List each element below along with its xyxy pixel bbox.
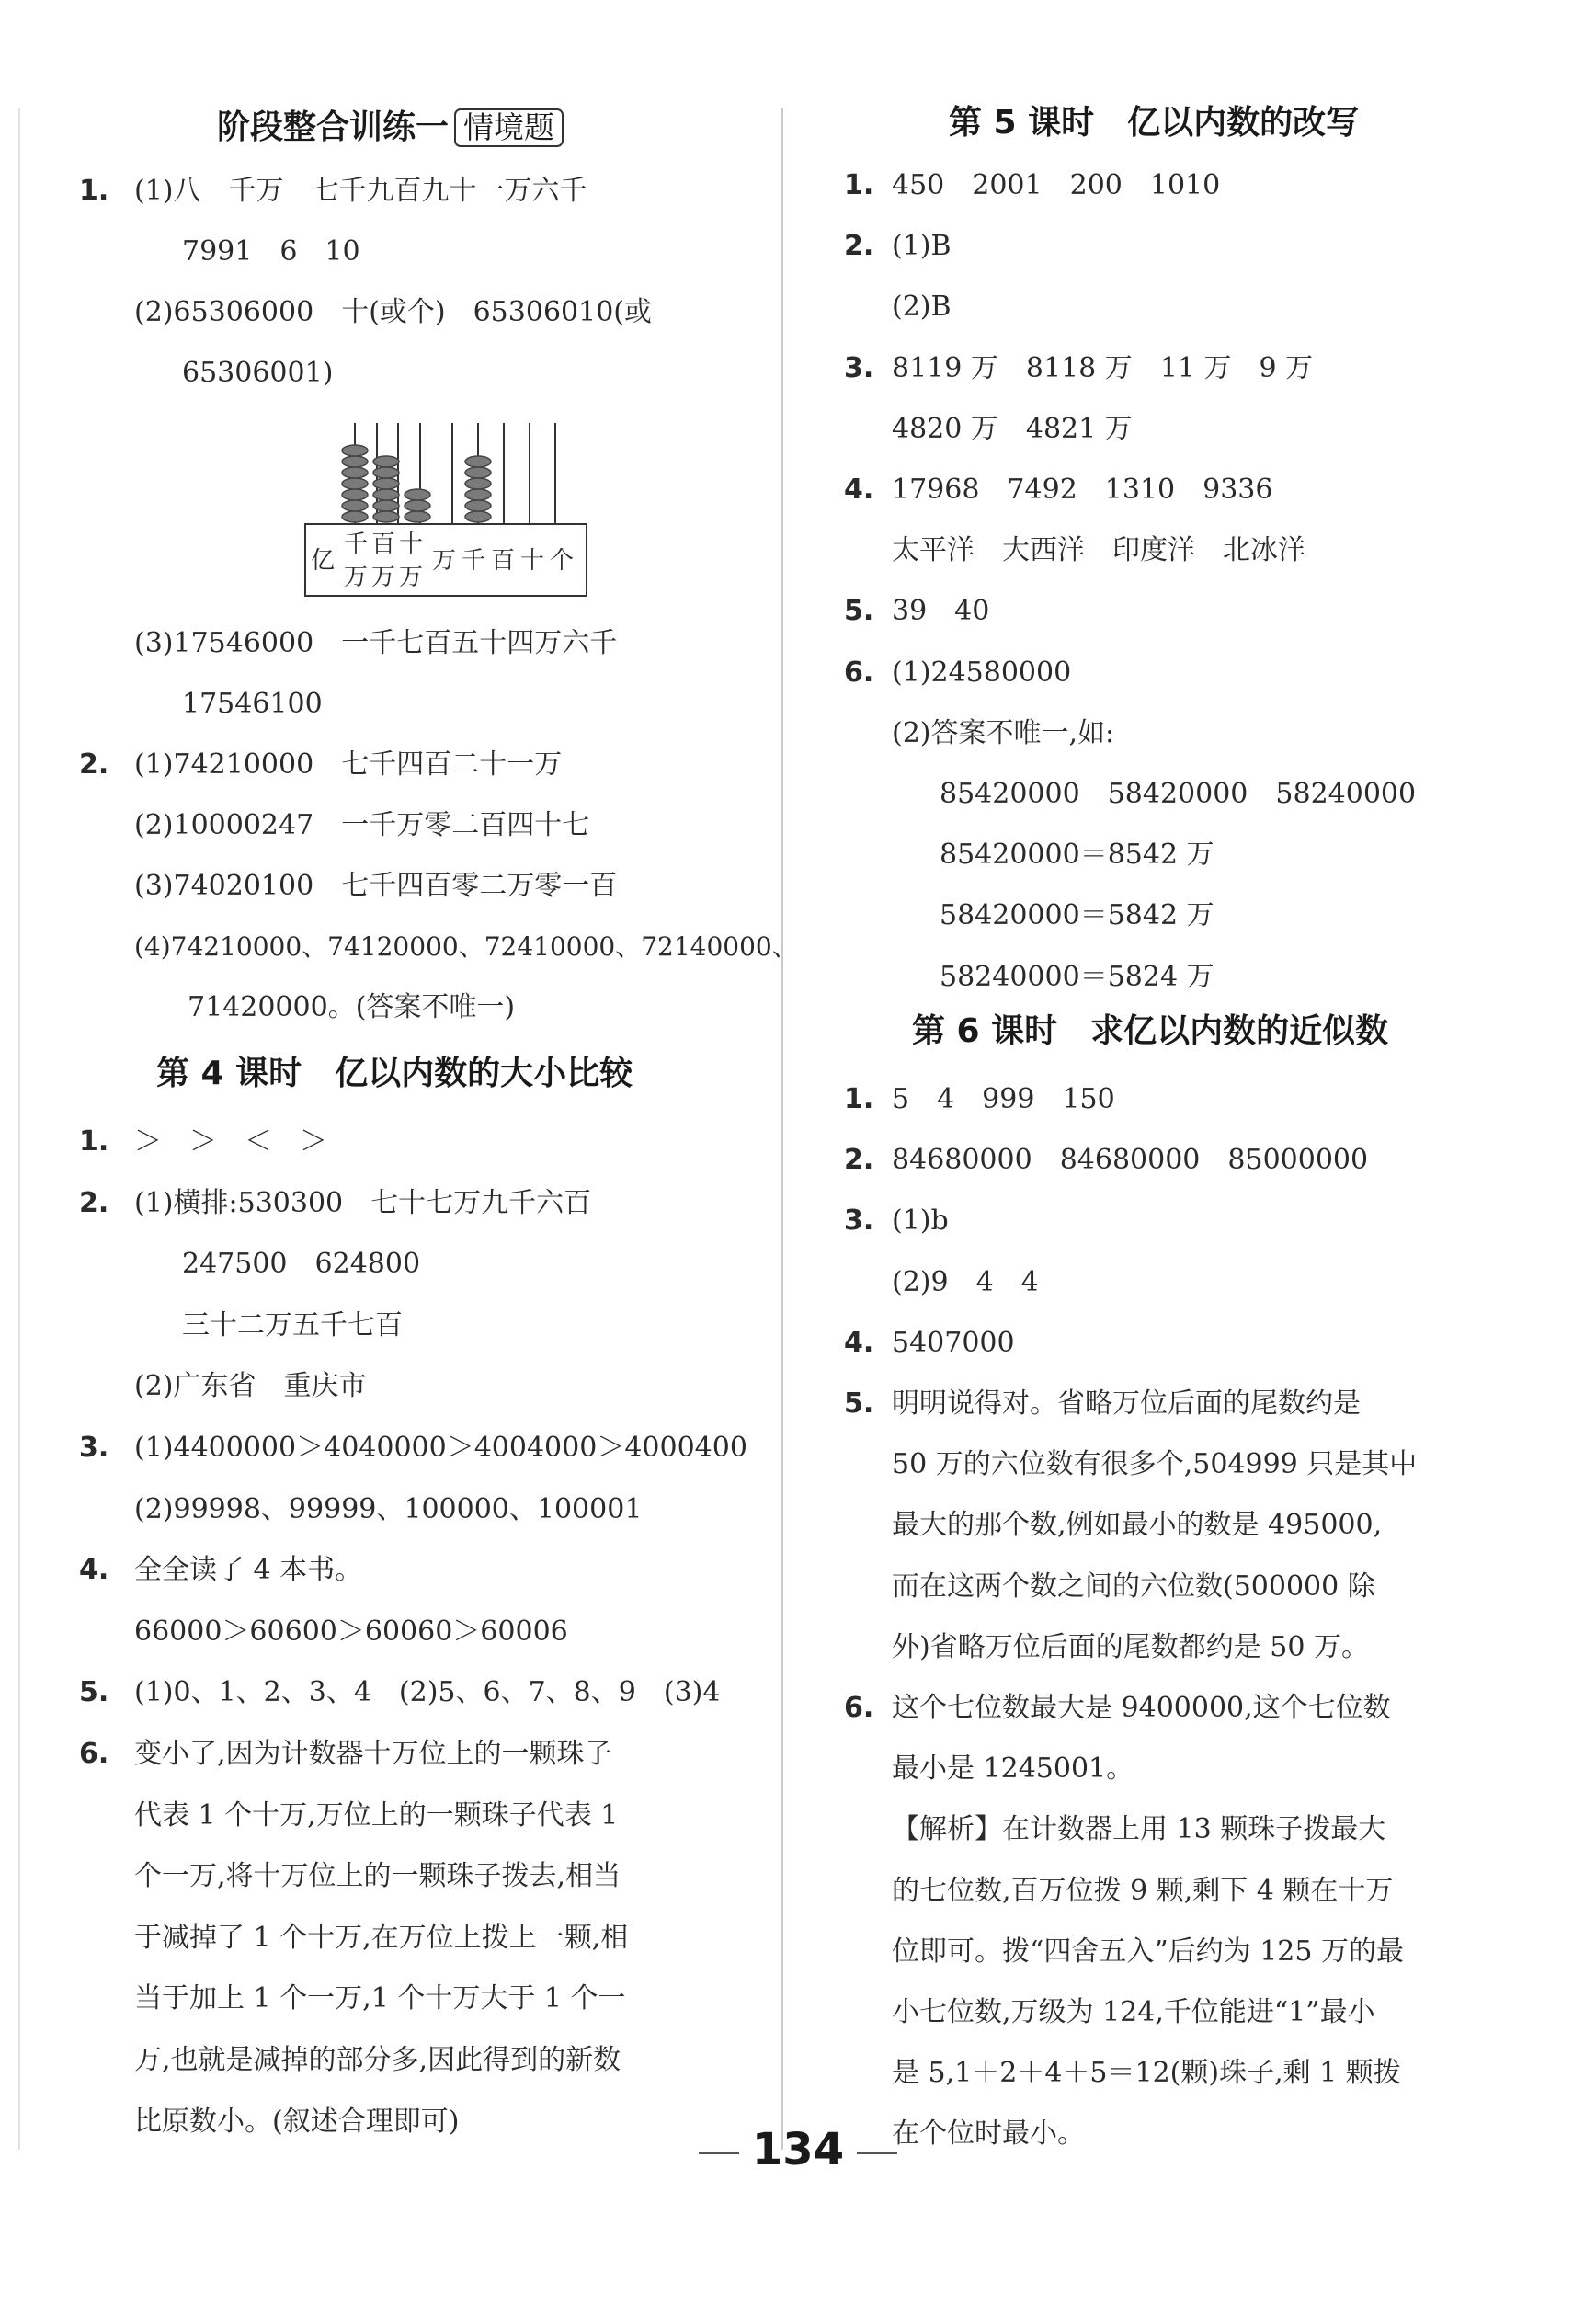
- answer-line: 66000＞60600＞60060＞60006: [134, 1615, 568, 1648]
- answer-line: 5407000: [892, 1326, 1015, 1359]
- answer-line: (1)74210000 七千四百二十一万: [134, 748, 563, 781]
- answer-line: 71420000。(答案不唯一): [188, 991, 516, 1023]
- answer-line: 代表 1 个十万,万位上的一颗珠子代表 1: [134, 1798, 619, 1832]
- answer-line: 8119 万 8118 万 11 万 9 万: [892, 351, 1314, 384]
- answer-line: 而在这两个数之间的六位数(500000 除: [892, 1570, 1375, 1603]
- answer-line: (1)B: [892, 230, 952, 263]
- answer-line: 位即可。拨“四舍五入”后约为 125 万的最: [892, 1935, 1405, 1968]
- answer-line: (2)10000247 一千万零二百四十七: [134, 809, 590, 841]
- answer-line: (1)4400000＞4040000＞4004000＞4000400: [134, 1432, 747, 1464]
- abacus-label: 十: [520, 547, 545, 575]
- answer-line: 65306001): [182, 357, 334, 389]
- answer-line: 17968 7492 1310 9336: [892, 474, 1273, 506]
- answer-line: 39 40: [892, 595, 990, 628]
- left-margin-line: [18, 108, 20, 2150]
- abacus-label: 亿: [311, 547, 336, 575]
- abacus-label: 万: [399, 564, 424, 591]
- item-number: 5.: [844, 595, 874, 628]
- answer-line: 在个位时最小。: [892, 2118, 1085, 2151]
- answer-line: 全全读了 4 本书。: [134, 1554, 363, 1587]
- item-number: 4.: [79, 1554, 109, 1587]
- item-number: 6.: [844, 656, 874, 689]
- column-divider: [781, 108, 783, 2150]
- section-title-stage-training: 阶段整合训练一 情境题: [217, 108, 564, 148]
- answer-line: (2)9 4 4: [892, 1265, 1039, 1298]
- answer-line: 84680000 84680000 85000000: [892, 1144, 1369, 1177]
- abacus-beads: [342, 445, 491, 522]
- answer-line: 万,也就是减掉的部分多,因此得到的新数: [134, 2044, 621, 2076]
- answer-line: (1)八 千万 七千九百九十一万六千: [134, 175, 587, 207]
- abacus-label: 万: [344, 564, 369, 591]
- answer-line: (3)17546000 一千七百五十四万六千: [134, 627, 618, 659]
- answer-line: 于减掉了 1 个十万,在万位上拨上一颗,相: [134, 1921, 629, 1954]
- item-number: 2.: [844, 230, 874, 263]
- answer-line: 小七位数,万级为 124,千位能进“1”最小: [892, 1996, 1375, 2028]
- item-number: 3.: [79, 1432, 109, 1464]
- item-number: 2.: [844, 1144, 874, 1177]
- answer-line: 7991 6 10: [182, 235, 360, 268]
- item-number: 6.: [844, 1692, 874, 1724]
- answer-line: 58240000＝5824 万: [940, 960, 1214, 993]
- abacus-label: 万: [371, 564, 396, 591]
- item-number: 1.: [844, 1083, 874, 1115]
- item-number: 4.: [844, 1326, 874, 1359]
- item-number: 3.: [844, 1204, 874, 1238]
- answer-line: 外)省略万位后面的尾数都约是 50 万。: [892, 1630, 1369, 1663]
- answer-line: 17546100: [182, 688, 323, 720]
- abacus-figure: [303, 423, 598, 598]
- answer-line: (1)0、1、2、3、4 (2)5、6、7、8、9 (3)4: [134, 1676, 721, 1709]
- answer-line: 58420000＝5842 万: [940, 899, 1214, 932]
- answer-line: (2)65306000 十(或个) 65306010(或: [134, 296, 652, 328]
- answer-line: 的七位数,百万位拨 9 颗,剩下 4 颗在十万: [892, 1874, 1394, 1907]
- answer-line: 85420000 58420000 58240000: [940, 778, 1417, 810]
- answer-line: 个一万,将十万位上的一颗珠子拨去,相当: [134, 1860, 621, 1893]
- answer-line: 4820 万 4821 万: [892, 412, 1133, 445]
- answer-line: 247500 624800: [182, 1248, 421, 1281]
- situation-tag: 情境题: [454, 108, 564, 147]
- item-number: 5.: [844, 1387, 874, 1420]
- answer-line: 5 4 999 150: [892, 1083, 1115, 1115]
- item-number: 1.: [79, 175, 109, 207]
- abacus-label: 万: [432, 547, 457, 575]
- answer-line: 450 2001 200 1010: [892, 169, 1221, 201]
- answer-line: (1)b: [892, 1204, 949, 1238]
- answer-line: 85420000＝8542 万: [940, 839, 1214, 872]
- answer-line: (2)B: [892, 291, 952, 324]
- answer-line: (2)广东省 重庆市: [134, 1370, 367, 1403]
- section-title-lesson6: 第 6 课时 求亿以内数的近似数: [912, 1012, 1389, 1050]
- section-title-lesson5: 第 5 课时 亿以内数的改写: [949, 104, 1360, 142]
- item-number: 2.: [79, 748, 109, 781]
- answer-line: (1)横排:530300 七十七万九千六百: [134, 1186, 592, 1219]
- answer-line: (1)24580000: [892, 656, 1072, 689]
- page-number: 134: [0, 2124, 1596, 2175]
- abacus-label: 百: [491, 547, 516, 575]
- answer-line: (4)74210000、74120000、72410000、72140000、: [134, 931, 798, 962]
- answer-line: 这个七位数最大是 9400000,这个七位数: [892, 1692, 1391, 1724]
- answer-line: 最小是 1245001。: [892, 1752, 1134, 1786]
- section-title-lesson4: 第 4 课时 亿以内数的大小比较: [156, 1055, 633, 1092]
- answer-line: (2)答案不唯一,如:: [892, 716, 1115, 749]
- answer-line: 最大的那个数,例如最小的数是 495000,: [892, 1509, 1383, 1542]
- abacus-label: 个: [550, 547, 575, 575]
- abacus-label: 十: [399, 531, 424, 558]
- answer-line: 变小了,因为计数器十万位上的一颗珠子: [134, 1738, 612, 1770]
- abacus-label: 千: [462, 547, 486, 575]
- item-number: 6.: [79, 1738, 109, 1770]
- answer-line: (3)74020100 七千四百零二万零一百: [134, 870, 618, 902]
- answer-line: 明明说得对。省略万位后面的尾数约是: [892, 1387, 1361, 1420]
- item-number: 5.: [79, 1676, 109, 1709]
- answer-line: ＞ ＞ ＜ ＞: [134, 1125, 327, 1158]
- answer-line: 太平洋 大西洋 印度洋 北冰洋: [892, 534, 1305, 567]
- answer-line: 比原数小。(叙述合理即可): [134, 2105, 460, 2138]
- item-number: 1.: [79, 1125, 109, 1158]
- item-number: 3.: [844, 351, 874, 384]
- item-number: 4.: [844, 474, 874, 506]
- answer-line: 是 5,1＋2＋4＋5＝12(颗)珠子,剩 1 颗拨: [892, 2057, 1401, 2090]
- abacus-label: 百: [371, 531, 396, 558]
- abacus-label: 千: [344, 531, 369, 558]
- answer-line: 三十二万五千七百: [182, 1308, 403, 1341]
- answer-line: 50 万的六位数有很多个,504999 只是其中: [892, 1448, 1418, 1481]
- answer-line: (2)99998、99999、100000、100001: [134, 1492, 643, 1525]
- item-number: 2.: [79, 1186, 109, 1219]
- answer-line: 【解析】在计数器上用 13 颗珠子拨最大: [892, 1813, 1386, 1846]
- item-number: 1.: [844, 169, 874, 201]
- answer-line: 当于加上 1 个一万,1 个十万大于 1 个一: [134, 1982, 626, 2015]
